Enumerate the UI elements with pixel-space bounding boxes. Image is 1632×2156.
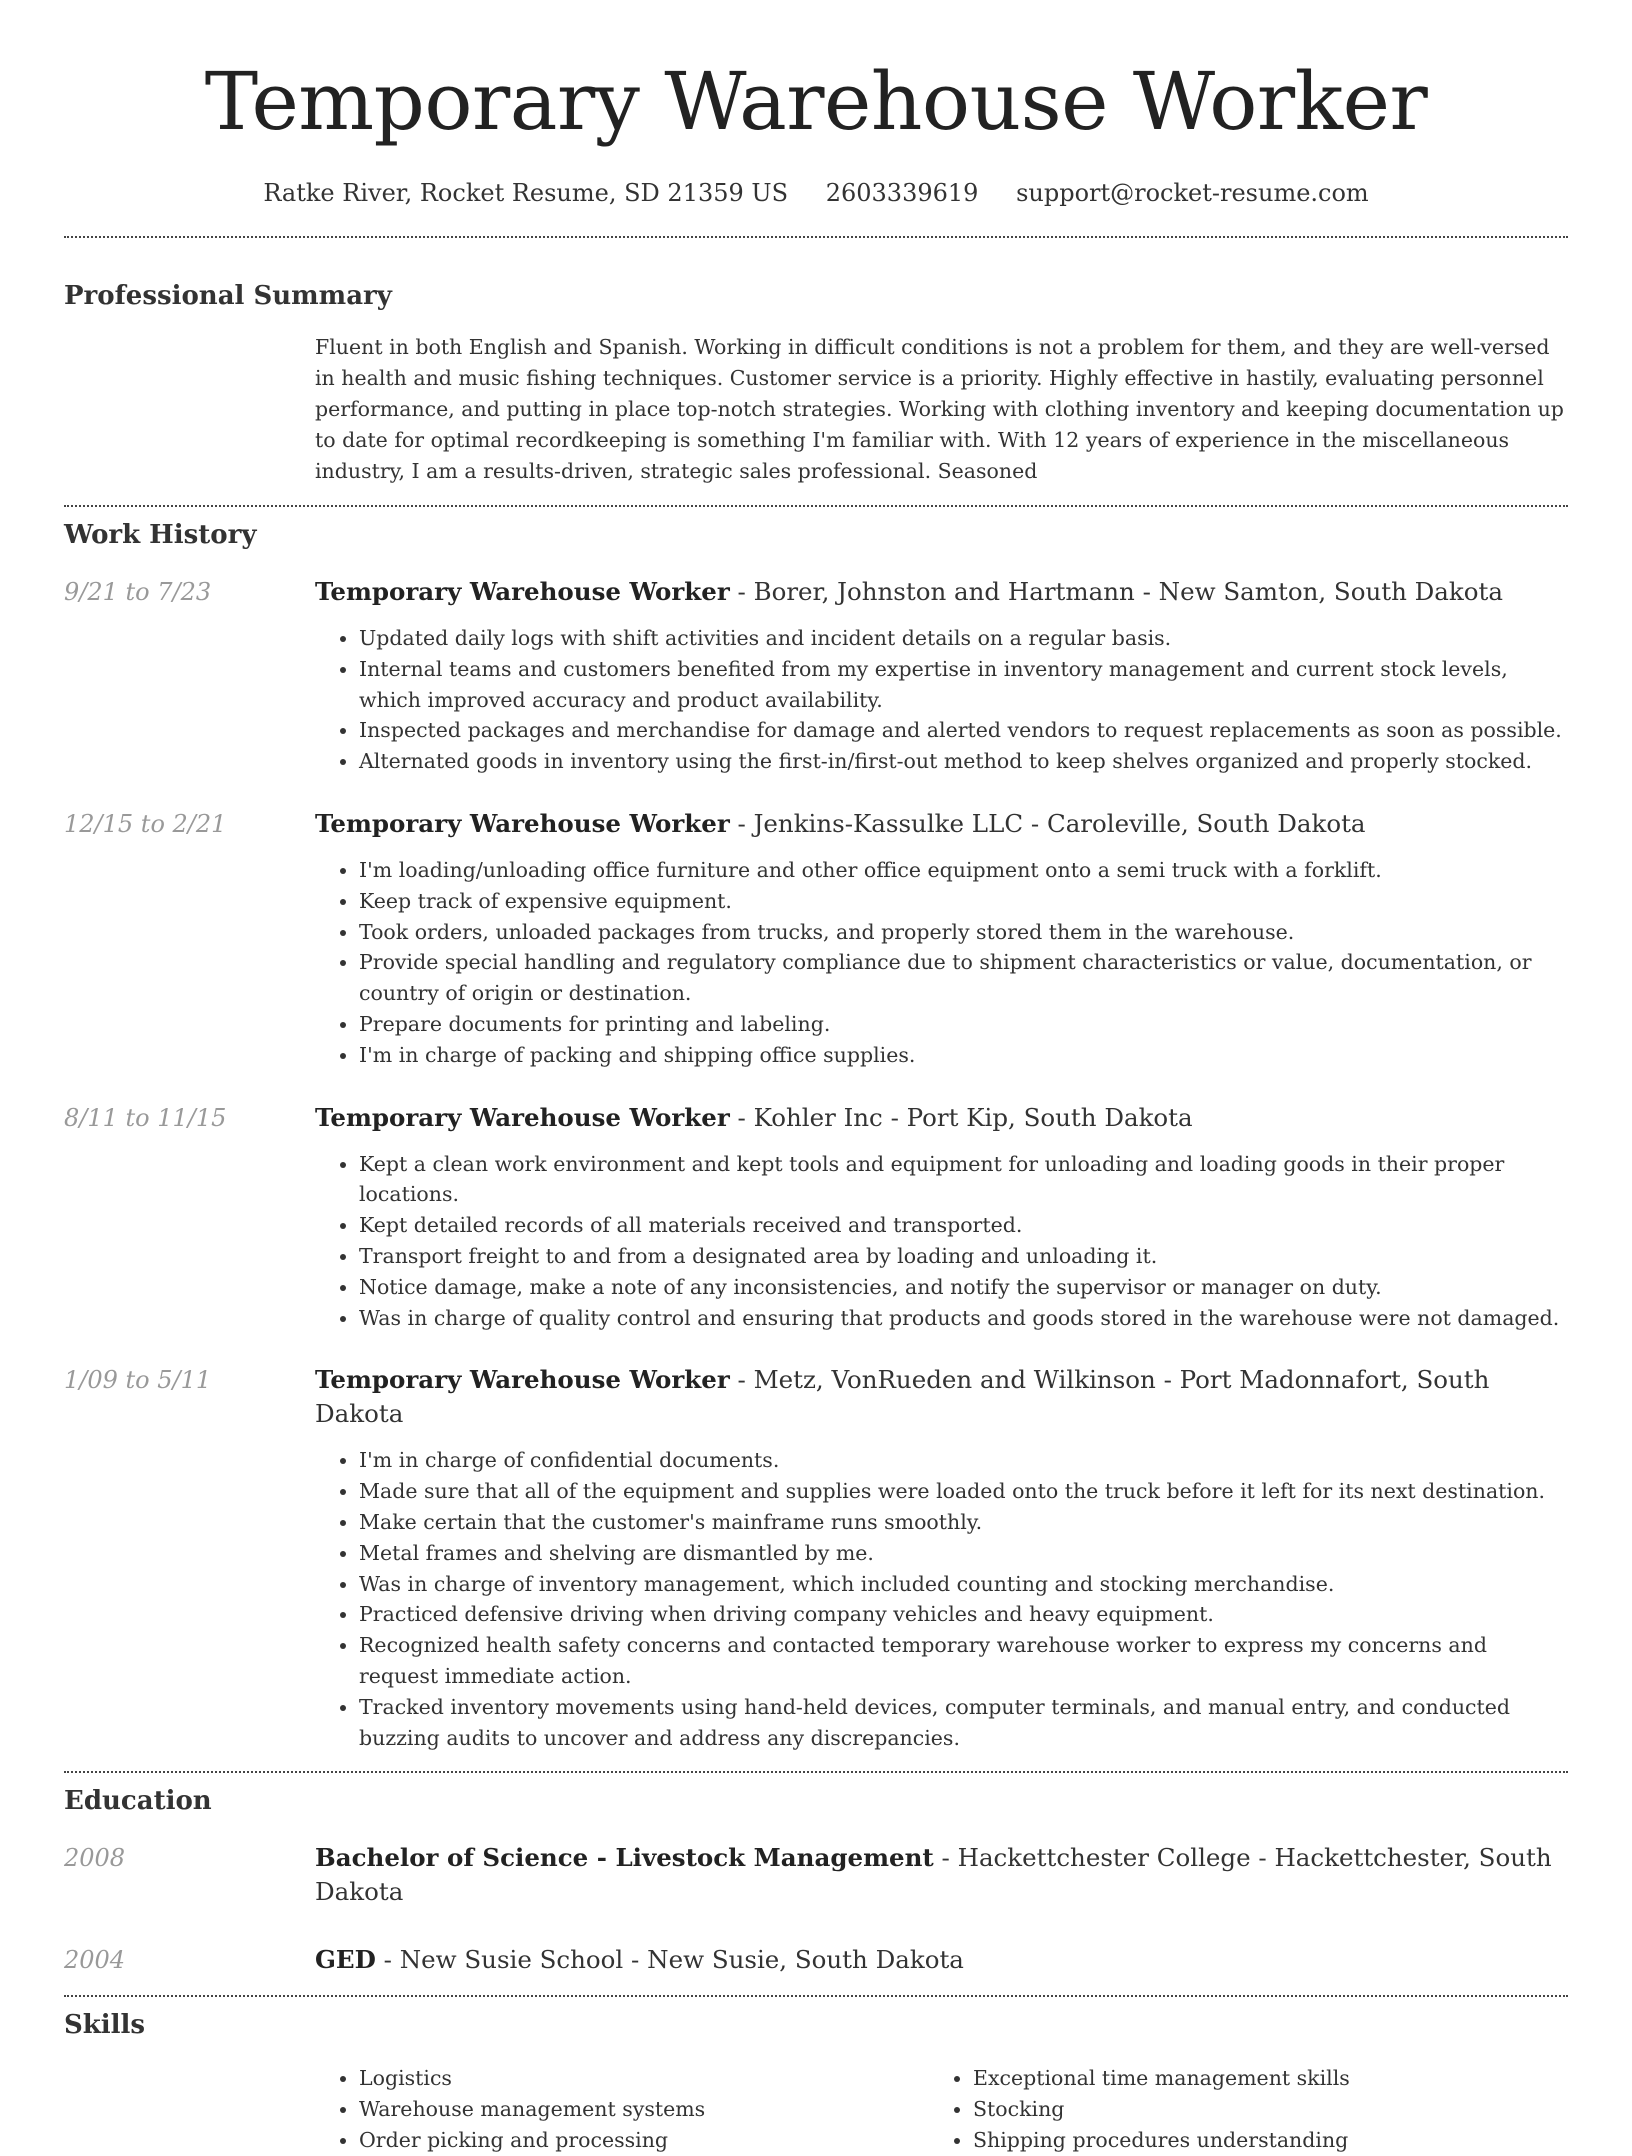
list-item: • Tracked inventory movements using hand-held devices, computer terminals, and manual entry, and conducted buzzing audits to uncover and address any discrepancies. [359, 1692, 1568, 1754]
job-duties [315, 1445, 1568, 1753]
education-school: - New Susie School - New Susie, South Dakota [375, 1945, 964, 1975]
list-item: • Recognized health safety concerns and contacted temporary warehouse worker to express my concerns and request immediate action. [359, 1630, 1568, 1692]
list-item: • Inspected packages and merchandise for damage and alerted vendors to request replacements as soon as possible. [359, 715, 1568, 746]
job-duties [315, 1149, 1568, 1334]
candidate-name: Temporary Warehouse Worker [204, 55, 1428, 148]
job-title [315, 807, 1568, 841]
job-title [315, 575, 1568, 609]
education-year: 2004 [64, 1946, 126, 1975]
education-degree: GED [315, 1945, 376, 1975]
list-item: • I'm in charge of packing and shipping office supplies. [359, 1040, 1568, 1071]
job-role: Temporary Warehouse Worker [315, 1365, 730, 1395]
contact-line [64, 176, 1568, 210]
education-title [315, 1841, 1568, 1909]
list-item: • Keep track of expensive equipment. [359, 886, 1568, 917]
job-employer: - Metz, VonRueden and Wilkinson - Port Madonnafort, South Dakota [315, 1365, 1490, 1429]
list-item: • Logistics [359, 2063, 929, 2094]
list-item: • Warehouse management systems [359, 2094, 929, 2125]
skills-list-left [315, 2063, 929, 2155]
list-item: • Took orders, unloaded packages from trucks, and properly stored them in the warehouse. [359, 917, 1568, 948]
list-item: • Stocking [973, 2094, 1543, 2125]
job-role: Temporary Warehouse Worker [315, 808, 730, 838]
list-item: • Alternated goods in inventory using the first-in/first-out method to keep shelves organized and properly stocked. [359, 746, 1568, 777]
list-item: • Exceptional time management skills [973, 2063, 1543, 2094]
divider [64, 1995, 1568, 1997]
job-dates: 8/11 to 11/15 [64, 1103, 227, 1132]
list-item: • Was in charge of quality control and ensuring that products and goods stored in the warehouse were not damaged. [359, 1303, 1568, 1334]
job-employer: - Jenkins-Kassulke LLC - Caroleville, South Dakota [729, 808, 1366, 838]
list-item: • Prepare documents for printing and labeling. [359, 1009, 1568, 1040]
list-item: • Make certain that the customer's mainframe runs smoothly. [359, 1507, 1568, 1538]
list-item: • Updated daily logs with shift activities and incident details on a regular basis. [359, 623, 1568, 654]
job-entry [64, 1101, 1568, 1334]
education-school: - Hackettchester College - Hackettchester, South Dakota [315, 1843, 1552, 1907]
summary-heading: Professional Summary [64, 281, 392, 311]
list-item: • Order picking and processing [359, 2125, 929, 2156]
job-title [315, 1363, 1568, 1431]
job-dates: 12/15 to 2/21 [64, 809, 227, 838]
skills-grid [315, 2063, 1568, 2155]
education-entry [64, 1943, 1568, 1977]
list-item: • Kept detailed records of all materials received and transported. [359, 1210, 1568, 1241]
list-item: • Shipping procedures understanding [973, 2125, 1543, 2156]
divider [64, 1771, 1568, 1773]
work-history-section [64, 517, 1568, 1753]
list-item: • Kept a clean work environment and kept tools and equipment for unloading and loading goods in their proper locations. [359, 1149, 1568, 1211]
skills-heading: Skills [64, 2010, 146, 2041]
resume-page [64, 0, 1568, 2156]
contact-phone: 2603339619 [825, 179, 979, 207]
list-item: • I'm in charge of confidential documents. [359, 1445, 1568, 1476]
job-entry [64, 1363, 1568, 1753]
job-role: Temporary Warehouse Worker [315, 577, 730, 606]
education-section [64, 1783, 1568, 1977]
job-entry [64, 575, 1568, 777]
education-title [315, 1943, 1568, 1977]
contact-address: Ratke River, Rocket Resume, SD 21359 US [263, 179, 789, 207]
education-degree: Bachelor of Science - Livestock Management [315, 1843, 934, 1873]
education-year: 2008 [64, 1844, 126, 1873]
job-role: Temporary Warehouse Worker [315, 1102, 730, 1132]
list-item: • Practiced defensive driving when driving company vehicles and heavy equipment. [359, 1599, 1568, 1630]
job-employer: - Kohler Inc - Port Kip, South Dakota [729, 1102, 1193, 1132]
job-title [315, 1101, 1568, 1135]
job-duties [315, 855, 1568, 1071]
job-entry [64, 807, 1568, 1071]
summary-section [64, 278, 1568, 487]
list-item: • Provide special handling and regulatory compliance due to shipment characteristics or value, documentation, or country of origin or destination. [359, 947, 1568, 1009]
list-item: • Transport freight to and from a designated area by loading and unloading it. [359, 1241, 1568, 1272]
job-dates: 9/21 to 7/23 [64, 578, 212, 606]
divider [64, 505, 1568, 507]
list-item: • Made sure that all of the equipment and supplies were loaded onto the truck before it left for its next destination. [359, 1476, 1568, 1507]
list-item: • I'm loading/unloading office furniture and other office equipment onto a semi truck with a forklift. [359, 855, 1568, 886]
job-employer: - Borer, Johnston and Hartmann - New Samton, South Dakota [729, 577, 1503, 606]
divider [64, 236, 1568, 238]
skills-list-right [929, 2063, 1543, 2155]
list-item: • Metal frames and shelving are dismantled by me. [359, 1538, 1568, 1569]
summary-text: Fluent in both English and Spanish. Working in difficult conditions is not a problem for them, and they are well-versed in health and music fishing techniques. Customer service is a priority. Highly effective in hastily, evaluating personnel performance, and putting in place top-notch strategies. Working with clothing inventory and keeping documentation up to date for optimal recordkeeping is something I'm familiar with. With 12 years of experience in the miscellaneous industry, I am a results-driven, strategic sales professional. Seasoned [315, 335, 1564, 483]
education-entry [64, 1841, 1568, 1909]
list-item: • Notice damage, make a note of any inconsistencies, and notify the supervisor or manager on duty. [359, 1272, 1568, 1303]
skills-section [64, 2007, 1568, 2155]
work-history-heading: Work History [64, 520, 257, 550]
contact-email: support@rocket-resume.com [1016, 179, 1369, 207]
job-duties [315, 623, 1568, 777]
job-dates: 1/09 to 5/11 [64, 1366, 212, 1395]
education-heading: Education [64, 1786, 212, 1817]
list-item: • Was in charge of inventory management, which included counting and stocking merchandise. [359, 1569, 1568, 1600]
list-item: • Internal teams and customers benefited from my expertise in inventory management and current stock levels, which improved accuracy and product availability. [359, 654, 1568, 716]
